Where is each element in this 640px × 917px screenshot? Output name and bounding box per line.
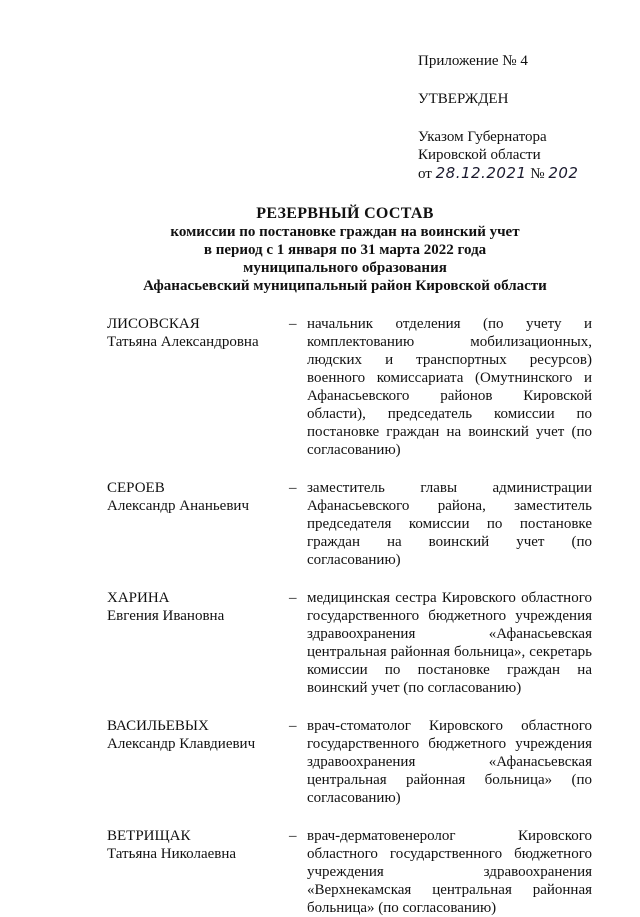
- member-surname: ВЕТРИЩАК: [107, 828, 191, 844]
- member-name: Александр Клавдиевич: [107, 736, 256, 752]
- member-name: Евгения Ивановна: [107, 608, 225, 624]
- handwritten-number: 202: [548, 164, 579, 182]
- member-role: врач-дерматовенеролог Кировского областного государственного бюджетного учреждения здравоохранения «Верхнекамская центральная районная больница» (по согласованию): [307, 828, 592, 916]
- dash-separator: –: [289, 828, 297, 844]
- title-line-3: муниципального образования: [243, 260, 447, 276]
- member-row: [107, 827, 592, 917]
- member-role: заместитель главы администрации Афанасьевского района, заместитель председателя комиссии по постановке граждан на воинский учет (по согласованию): [307, 480, 592, 568]
- member-row: [107, 717, 592, 807]
- dash-separator: –: [289, 480, 297, 496]
- decree-line-2: Кировской области: [418, 147, 541, 163]
- member-role: медицинская сестра Кировского областного государственного бюджетного учреждения здравоохранения «Афанасьевская центральная районная больница», секретарь комиссии по постановке граждан на воинский учет (по согласованию): [307, 590, 592, 696]
- member-person: [107, 479, 285, 569]
- member-surname: ВАСИЛЬЕВЫХ: [107, 718, 209, 734]
- dash-separator: –: [289, 590, 297, 606]
- member-role: начальник отделения (по учету и комплектованию мобилизационных, людских и транспортных ресурсов) военного комиссариата (Омутнинского и Афанасьевского районов Кировской области), председатель комиссии по постановке граждан на воинский учет (по согласованию): [307, 316, 592, 458]
- appendix-number: Приложение № 4: [418, 53, 528, 69]
- decree-date-line: [418, 164, 628, 183]
- member-person: [107, 315, 285, 459]
- member-person: [107, 717, 285, 807]
- members-list: [107, 315, 592, 917]
- from-prefix: от: [418, 166, 432, 182]
- member-surname: СЕРОЕВ: [107, 480, 165, 496]
- dash-separator: –: [289, 718, 297, 734]
- title-line-1: комиссии по постановке граждан на воинский учет: [170, 224, 520, 240]
- member-name: Татьяна Александровна: [107, 334, 259, 350]
- member-row: [107, 315, 592, 459]
- handwritten-date: 28.12.2021: [435, 164, 527, 182]
- dash-separator: –: [289, 316, 297, 332]
- document-title: [100, 205, 590, 295]
- member-name: Александр Ананьевич: [107, 498, 249, 514]
- approved-stamp-text: УТВЕРЖДЕН: [418, 91, 509, 107]
- title-line-2: в период с 1 января по 31 марта 2022 года: [203, 242, 487, 258]
- decree-line-1: Указом Губернатора: [418, 129, 547, 145]
- member-person: [107, 827, 285, 917]
- title-heading: РЕЗЕРВНЫЙ СОСТАВ: [256, 205, 434, 222]
- number-prefix: №: [530, 166, 545, 182]
- member-row: [107, 589, 592, 697]
- member-surname: ЛИСОВСКАЯ: [107, 316, 200, 332]
- member-surname: ХАРИНА: [107, 590, 170, 606]
- approval-block: [418, 52, 628, 183]
- title-line-4: Афанасьевский муниципальный район Кировской области: [143, 278, 547, 294]
- member-name: Татьяна Николаевна: [107, 846, 237, 862]
- member-role: врач-стоматолог Кировского областного государственного бюджетного учреждения здравоохранения «Афанасьевская центральная районная больница» (по согласованию): [307, 718, 592, 806]
- member-row: [107, 479, 592, 569]
- member-person: [107, 589, 285, 697]
